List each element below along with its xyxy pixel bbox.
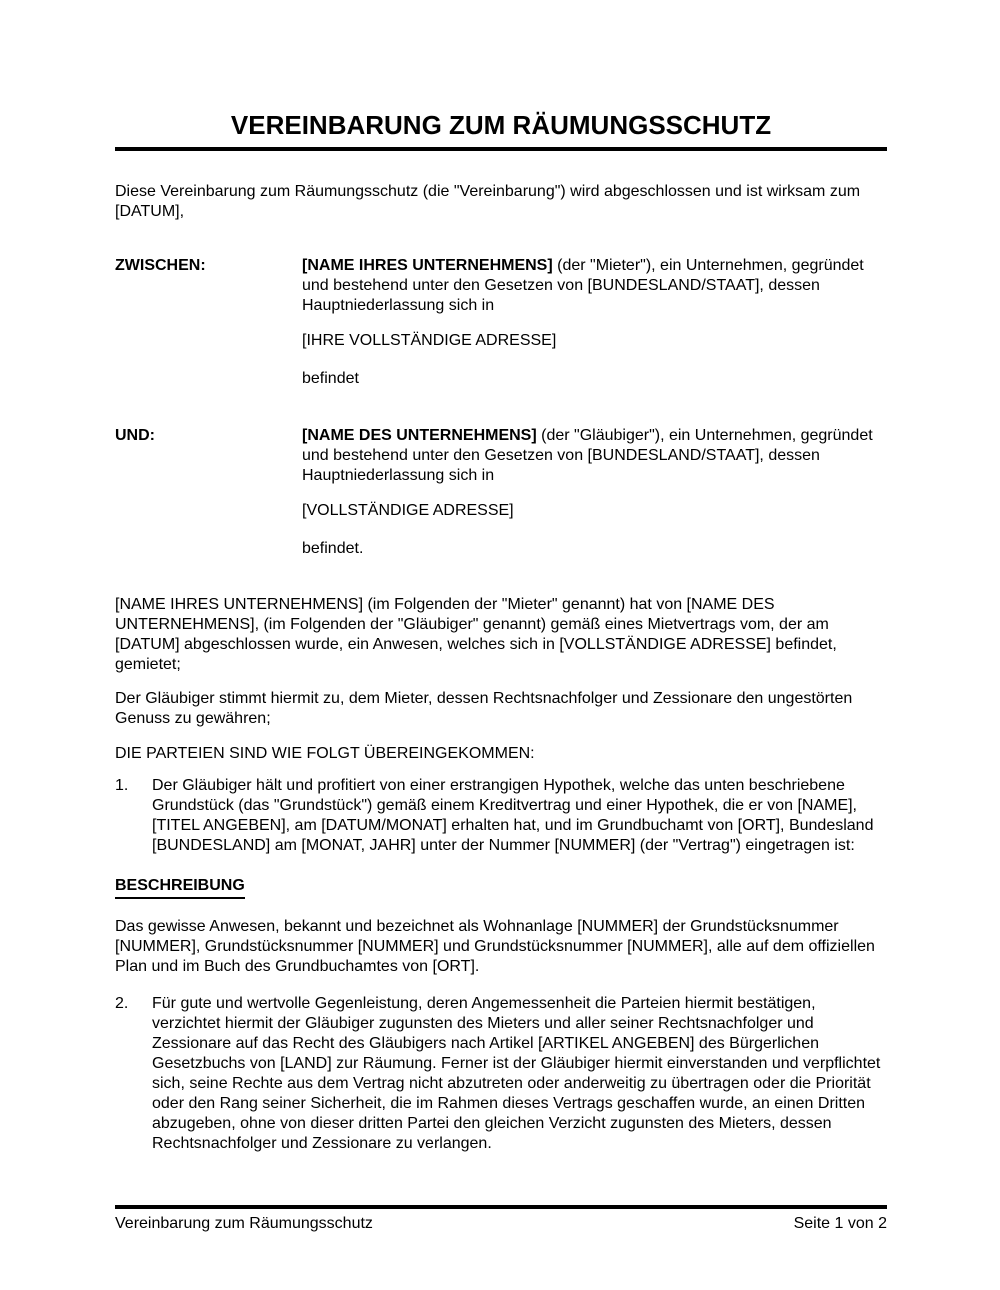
party-address: [VOLLSTÄNDIGE ADRESSE] [302, 502, 514, 519]
party-description-text: (der "Gläubiger"), ein Unternehmen, gegründet und bestehend unter den Gesetzen von [BUNDESLAND/STAAT], dessen Hauptniederlassung sich in [302, 427, 873, 484]
party-located: befindet. [302, 540, 364, 557]
party-name: [NAME IHRES UNTERNEHMENS] [302, 257, 553, 274]
footer-rule [115, 1205, 887, 1209]
item-text: Der Gläubiger hält und profitiert von einer erstrangigen Hypothek, welche das unten beschriebene Grundstück (das "Grundstück") gemäß einem Kreditvertrag und einer Hypothek, die er von [NAME], [TITEL ANGEBEN], am [DATUM/MONAT] erhalten hat, und im Grundbuchamt von [ORT], Bundesland [BUNDESLAND] am [MONAT, JAHR] unter der Nummer [NUMMER] (der "Vertrag") eingetragen ist: [152, 777, 874, 854]
intro-paragraph: Diese Vereinbarung zum Räumungsschutz (die "Vereinbarung") wird abgeschlossen und ist wirksam zum [DATUM], [115, 183, 861, 220]
footer-page-number: Seite 1 von 2 [793, 1215, 887, 1232]
item-number: 1. [115, 777, 129, 794]
item-text: Für gute und wertvolle Gegenleistung, deren Angemessenheit die Parteien hiermit bestätigen, verzichtet hiermit der Gläubiger zugunsten des Mieters und aller seiner Rechtsnachfolger und Zessionare auf das Recht des Gläubigers nach Artikel [ARTIKEL ANGEBEN] des Bürgerlichen Gesetzbuchs von [LAND] zur Räumung. Ferner ist der Gläubiger hiermit einverstanden und verpflichtet sich, seine Rechte aus dem Vertrag nicht abzutreten oder anderweitig zu übertragen oder die Priorität oder den Rang seiner Sicherheit, die im Rahmen dieses Vertrags geschaffen wurde, an einen Dritten abzugeben, ohne von dieser dritten Partei den gleichen Verzicht zugunsten des Mieters, dessen Rechtsnachfolger und Zessionare zu verlangen. [152, 995, 881, 1152]
recital-paragraph-3: DIE PARTEIEN SIND WIE FOLGT ÜBEREINGEKOMMEN: [115, 745, 535, 762]
party-address: [IHRE VOLLSTÄNDIGE ADRESSE] [302, 332, 557, 349]
party-name: [NAME DES UNTERNEHMENS] [302, 427, 537, 444]
party-description [302, 256, 883, 316]
party-content [302, 256, 883, 389]
title-rule [115, 147, 887, 151]
party-located: befindet [302, 370, 359, 387]
recital-paragraph-1: [NAME IHRES UNTERNEHMENS] (im Folgenden der "Mieter" genannt) hat von [NAME DES UNTERNEHMENS], (im Folgenden der "Gläubiger" genannt) gemäß eines Mietvertrags vom, der am [DATUM] abgeschlossen wurde, ein Anwesen, welches sich in [VOLLSTÄNDIGE ADRESSE] befindet, gemietet; [115, 596, 837, 673]
page-footer [115, 1205, 887, 1234]
item-number: 2. [115, 995, 129, 1012]
recital-paragraph-2: Der Gläubiger stimmt hiermit zu, dem Mieter, dessen Rechtsnachfolger und Zessionare den ungestörten Genuss zu gewähren; [115, 690, 853, 727]
party-row-und [115, 426, 887, 559]
party-content [302, 426, 883, 559]
party-description-text: (der "Mieter"), ein Unternehmen, gegründet und bestehend unter den Gesetzen von [BUNDESLAND/STAAT], dessen Hauptniederlassung sich in [302, 257, 864, 314]
description-paragraph: Das gewisse Anwesen, bekannt und bezeichnet als Wohnanlage [NUMMER] der Grundstücksnummer [NUMMER], Grundstücksnummer [NUMMER] und Grundstücksnummer [NUMMER], alle auf dem offiziellen Plan und im Buch des Grundbuchamtes von [ORT]. [115, 918, 875, 975]
section-heading-beschreibung [115, 876, 887, 899]
footer-row [115, 1214, 887, 1234]
section-heading-label: BESCHREIBUNG [115, 876, 245, 899]
party-label: ZWISCHEN: [115, 257, 206, 274]
list-item-1 [115, 776, 887, 856]
party-description [302, 426, 883, 486]
footer-doc-title: Vereinbarung zum Räumungsschutz [115, 1215, 373, 1232]
page-title: VEREINBARUNG ZUM RÄUMUNGSSCHUTZ [230, 110, 772, 140]
party-row-zwischen [115, 256, 887, 389]
list-item-2 [115, 994, 887, 1154]
party-label: UND: [115, 427, 155, 444]
